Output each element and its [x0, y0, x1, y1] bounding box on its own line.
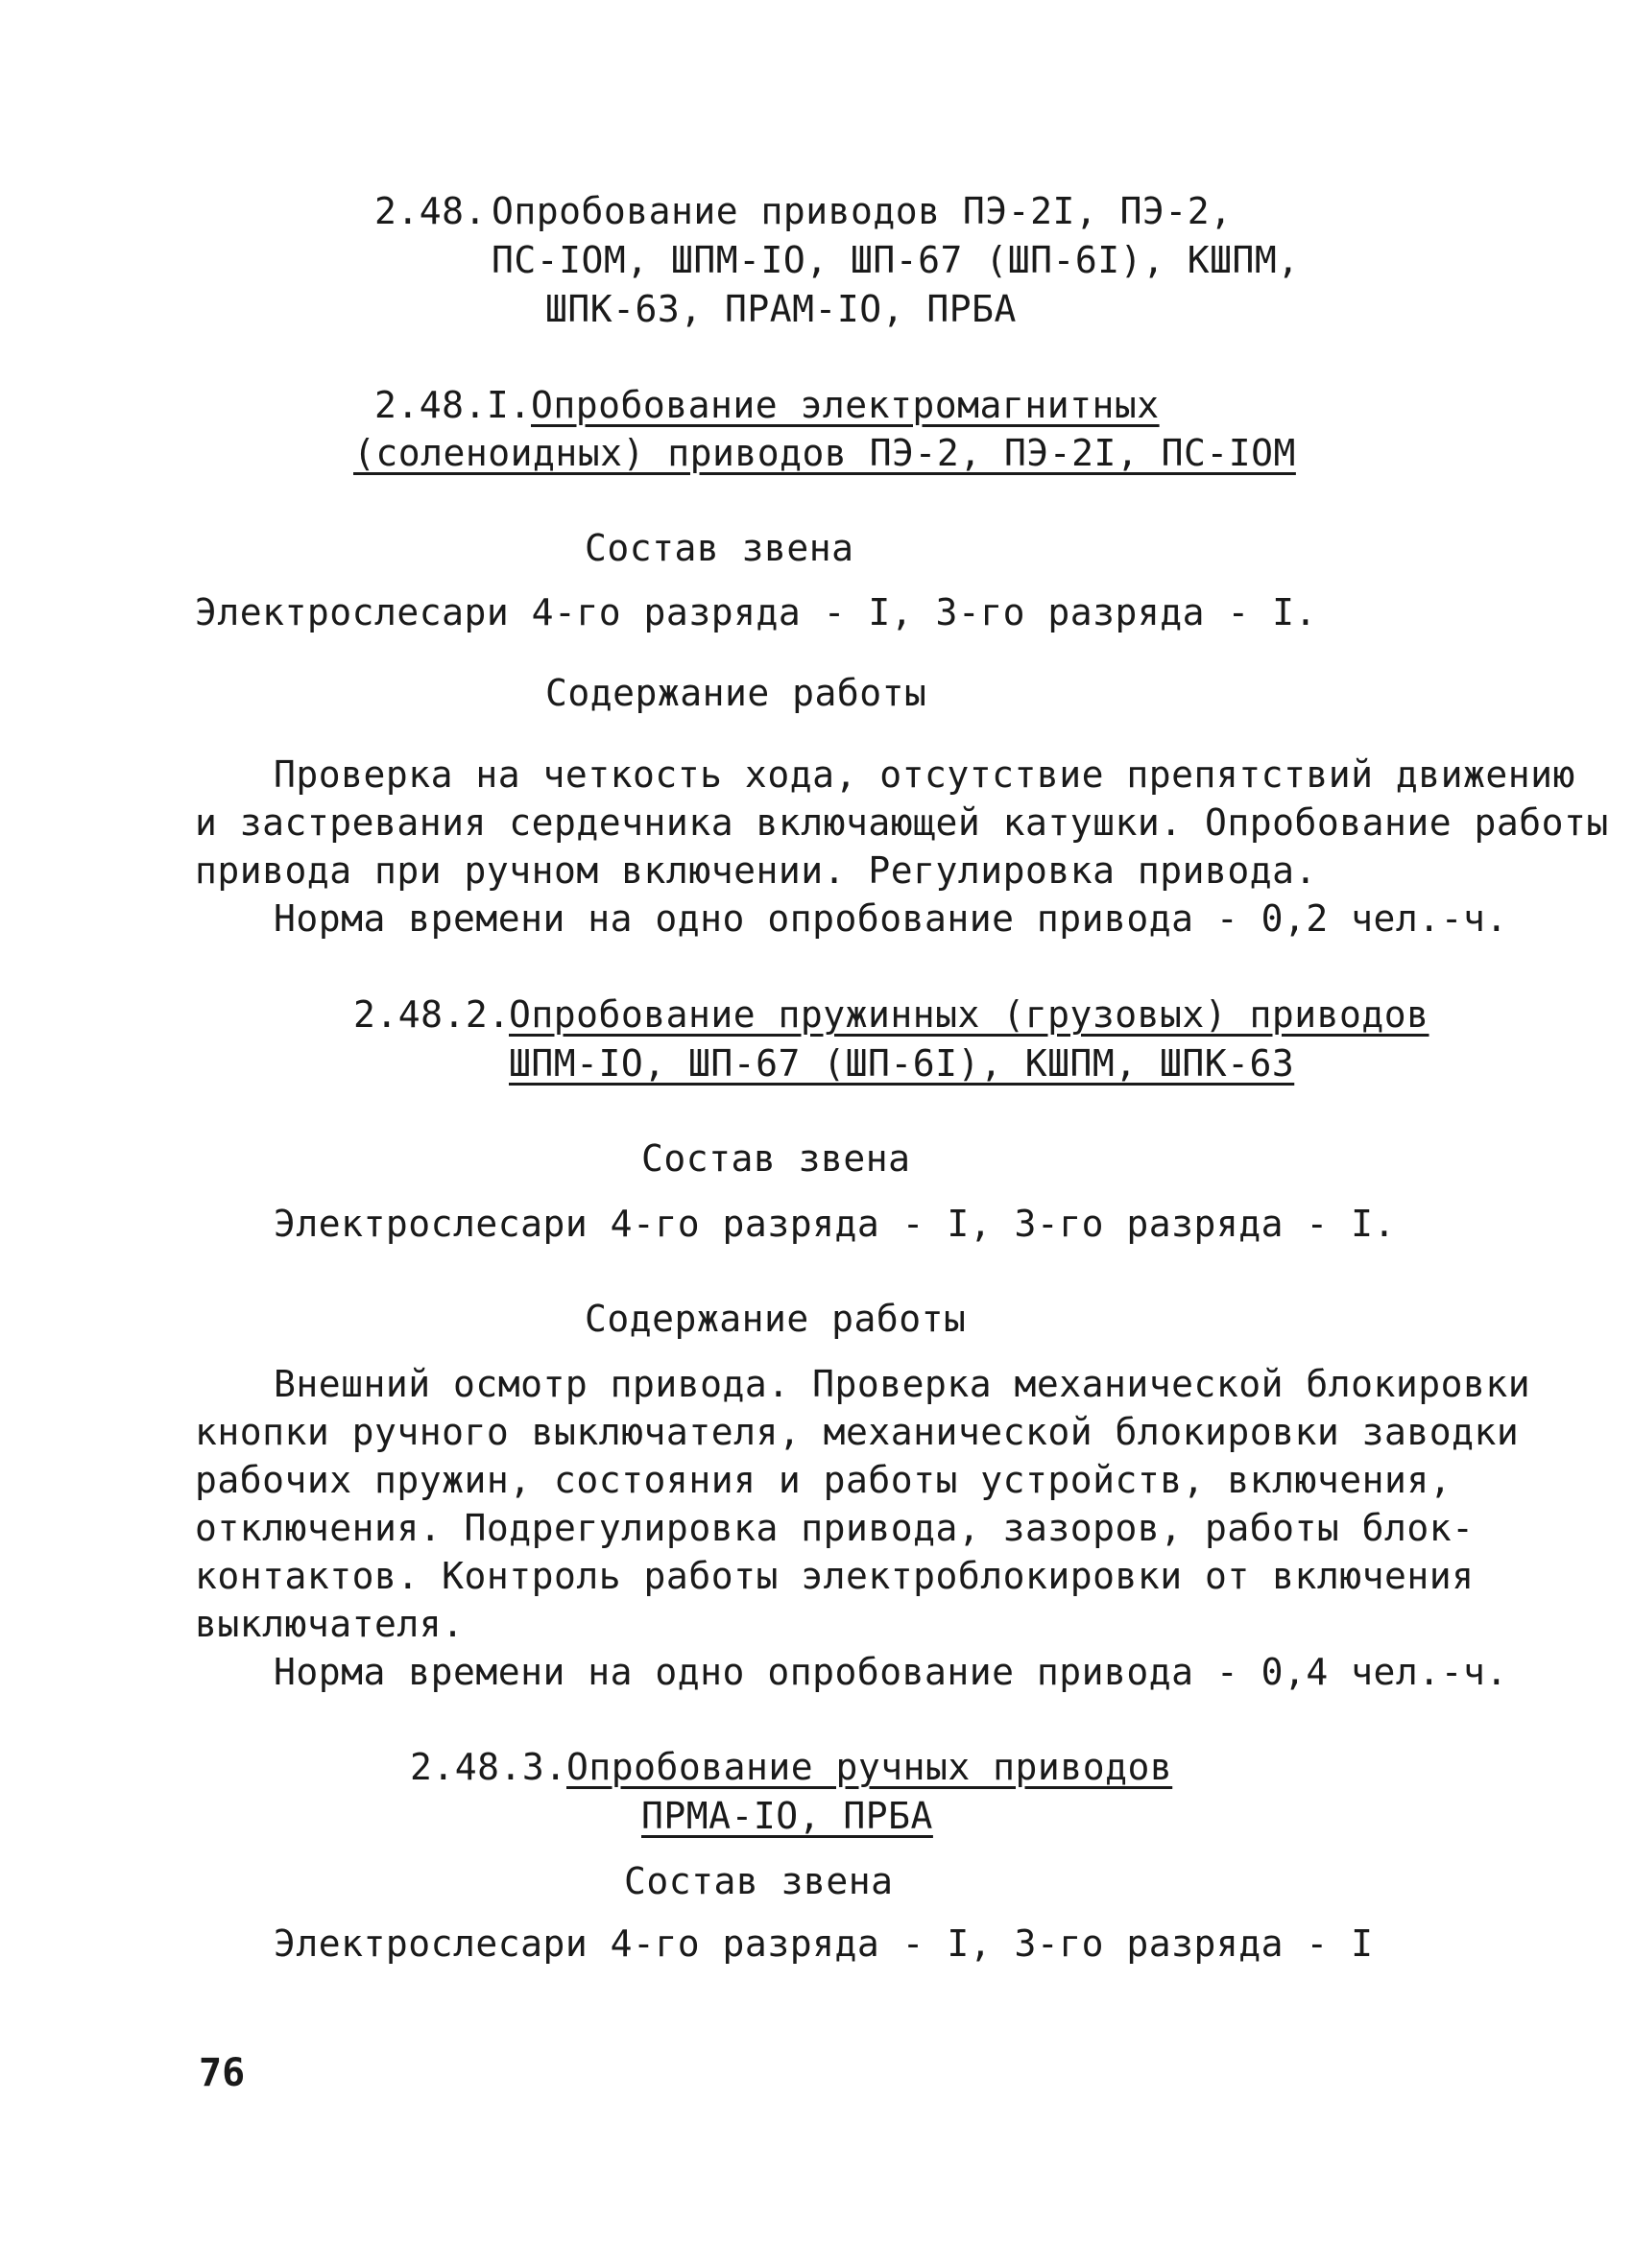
- section-2-48-title-line-1: Опробование приводов ПЭ-2I, ПЭ-2,: [492, 190, 1233, 232]
- section-2-48-number: 2.48.: [374, 190, 487, 232]
- section-2-48-2-crew-heading: Состав звена: [641, 1137, 911, 1180]
- section-2-48-2-title-line-2: ШПМ-IO, ШП-67 (ШП-6I), КШПМ, ШПК-63: [509, 1042, 1295, 1085]
- section-2-48-1-crew: Электрослесари 4-го разряда - I, 3-го разряда - I.: [195, 591, 1317, 633]
- section-2-48-1-content-heading: Содержание работы: [545, 672, 927, 714]
- section-2-48-2-crew: Электрослесари 4-го разряда - I, 3-го разряда - I.: [274, 1203, 1396, 1245]
- section-2-48-2-content-line-5: контактов. Контроль работы электроблокировки от включения: [195, 1555, 1475, 1597]
- section-2-48-1-content-line-1: Проверка на четкость хода, отсутствие препятствий движению: [274, 753, 1575, 796]
- section-2-48-3-number: 2.48.3.: [410, 1746, 567, 1788]
- section-2-48-2-content-line-6: выключателя.: [195, 1603, 465, 1645]
- section-2-48-2-number: 2.48.2.: [353, 993, 511, 1036]
- section-2-48-3-crew-heading: Состав звена: [624, 1860, 894, 1902]
- section-2-48-1-crew-heading: Состав звена: [585, 527, 854, 569]
- section-2-48-2-content-line-3: рабочих пружин, состояния и работы устройств, включения,: [195, 1459, 1453, 1501]
- section-2-48-2-content-line-2: кнопки ручного выключателя, механической блокировки заводки: [195, 1411, 1520, 1453]
- section-2-48-1-content-line-3: привода при ручном включении. Регулировка привода.: [195, 849, 1317, 892]
- section-2-48-2-content-line-4: отключения. Подрегулировка привода, зазоров, работы блок-: [195, 1507, 1475, 1549]
- section-2-48-1-norm: Норма времени на одно опробование привода - 0,2 чел.-ч.: [274, 897, 1508, 940]
- section-2-48-3-crew: Электрослесари 4-го разряда - I, 3-го разряда - I: [274, 1922, 1374, 1965]
- section-2-48-2-title-line-1: Опробование пружинных (грузовых) приводов: [509, 993, 1429, 1036]
- page-number: 76: [199, 2051, 246, 2095]
- section-2-48-1-title-line-2: (соленоидных) приводов ПЭ-2, ПЭ-2I, ПС-IOM: [353, 432, 1296, 474]
- section-2-48-1-title-line-1: Опробование электромагнитных: [531, 384, 1160, 426]
- section-2-48-2-norm: Норма времени на одно опробование привода - 0,4 чел.-ч.: [274, 1651, 1508, 1693]
- section-2-48-3-title-line-1: Опробование ручных приводов: [566, 1746, 1173, 1788]
- section-2-48-title-line-2: ПС-IOM, ШПМ-IO, ШП-67 (ШП-6I), КШПМ,: [492, 239, 1300, 281]
- section-2-48-3-title-line-2: ПРМА-IO, ПРБА: [641, 1795, 933, 1837]
- section-2-48-2-content-heading: Содержание работы: [585, 1298, 967, 1340]
- section-2-48-1-content-line-2: и застревания сердечника включающей катушки. Опробование работы: [195, 801, 1609, 844]
- section-2-48-2-content-line-1: Внешний осмотр привода. Проверка механической блокировки: [274, 1363, 1531, 1405]
- section-2-48-title-line-3: ШПК-63, ПРАМ-IO, ПРБА: [545, 288, 1017, 330]
- section-2-48-1-number: 2.48.I.: [374, 384, 532, 426]
